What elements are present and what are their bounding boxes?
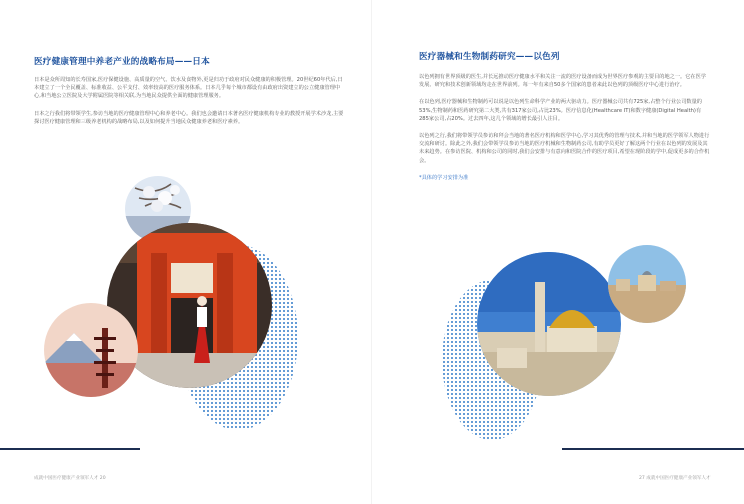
old-city-photo bbox=[608, 245, 686, 323]
right-heading: 医疗器械和生物制药研究——以色列 bbox=[419, 52, 560, 62]
left-paragraph-2: 日本之行我们将带领学生,参访当地的医疗健康管理中心和养老中心。我们也会邀请日本著名医疗健康机构专业的教授开展学术沙龙,主要探讨医疗健康管理和三级养老机构的战略布局,以及如何提升当地民众健康养老和医疗素养。 bbox=[34, 110, 344, 125]
right-paragraph-1: 以色列拥有世界顶级的医生,并长远推动医疗健康水平和关注一流的医疗设备而成为世界医疗参观的主要目的地之一。它在医学发展、研究和技术创新领域均走在世界前列。每一年有来自50多个国家的患者来此以色列的顶级医疗中心进行治疗。 bbox=[419, 74, 706, 89]
right-paragraph-2: 在以色列,医疗器械和生物制药可以说是以色列生命科学产业的两大驱动力。医疗器械公司共有725家,占整个行业公司数量的53%,生物制药和医药研究第二大类,共有317家公司,占比23%。医疗信息化(Healthcare IT)和数字健康(Digital Health)有285家公司,占20%。过去四年,这几个领域的增长最引人注目。 bbox=[419, 99, 702, 122]
right-body bbox=[419, 73, 711, 182]
left-body bbox=[34, 76, 346, 126]
footer-bar bbox=[0, 448, 140, 450]
left-heading: 医疗健康管理中养老产业的战略布局——日本 bbox=[34, 57, 210, 67]
right-paragraph-3: 以色列之行,我们将带领学员参访和拜会当地的著名医疗机构和医学中心,学习其优秀的管理与技术,并和当地的医学领军人物进行交流和研讨。除此之外,我们会带领学员参访当地的医疗机械和生物制药公司,有助学员更好了解这两个行业在以色列的发展及其未来趋势。在参访医院、机构和公司的同时,我们会安排与有意向和医院合作的医疗项目,希望在现阶段的学中,促成更多的合作机会。 bbox=[419, 133, 710, 164]
left-paragraph-1: 日本是众所周知的长寿国家,医疗保健设施、高质量的空气、饮水及食物外,更是归功于政府对民众健康的积极管理。20世纪60年代后,日本建立了一个全民覆盖、标准收益、公平支付、效率较高的医疗服务体系。日本几乎每个城市都设有由政府出资建立的公立健康管理中心,和当地公立医院及大学附属医院等相关联,为当地民众提供全面的健康管理服务。 bbox=[34, 77, 343, 100]
left-footer: 成就中国医疗健康产业领军人才 20 bbox=[34, 476, 106, 481]
footer-bar bbox=[562, 448, 744, 450]
pagoda-fuji-photo bbox=[44, 303, 138, 397]
right-page bbox=[372, 0, 744, 504]
schedule-note: *具体的学习安排为准 bbox=[419, 174, 469, 181]
right-footer: 27 成就中国医疗健康产业领军人才 bbox=[639, 476, 711, 481]
jerusalem-dome-photo bbox=[477, 252, 621, 396]
